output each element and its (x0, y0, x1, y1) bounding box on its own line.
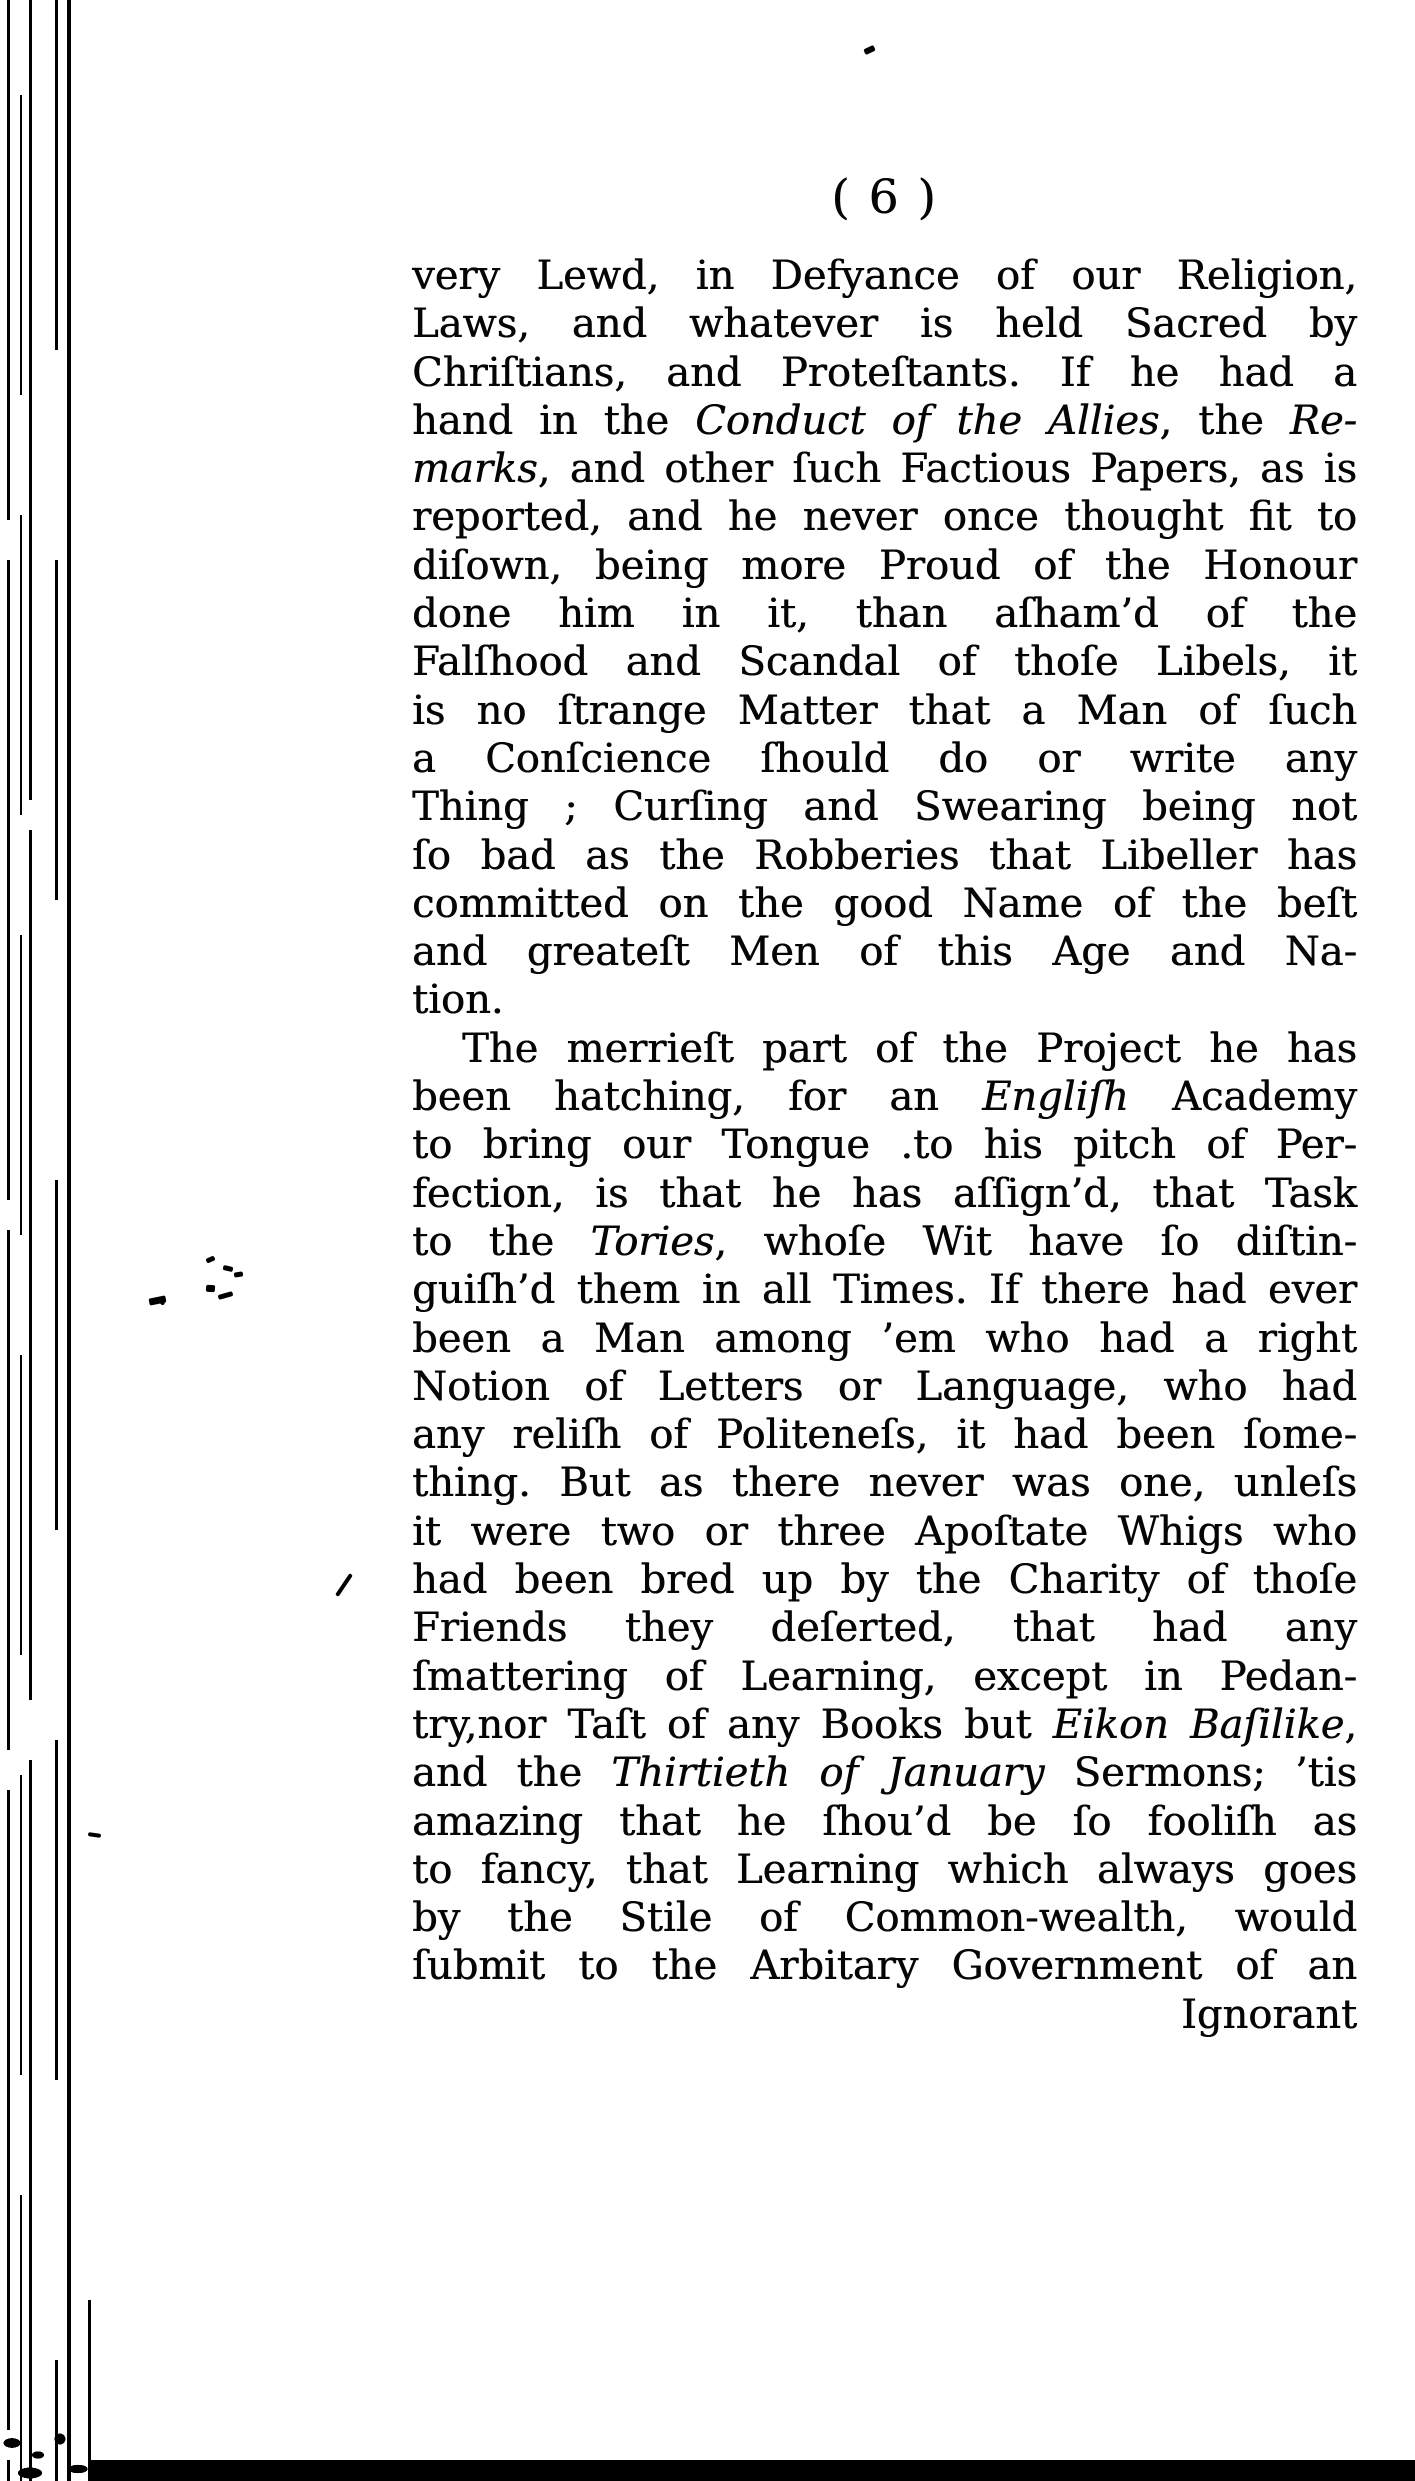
text-line (412, 1266, 1357, 1314)
text-segment: diſown, being more Proud of the Honour (412, 542, 1357, 589)
text-segment: it were two or three Apoſtate Whigs who (412, 1508, 1357, 1555)
text-segment: is no ſtrange Matter that a Man of ſuch (412, 687, 1357, 734)
text-segment: Ignorant (1180, 1991, 1357, 2038)
text-segment: Academy (1128, 1074, 1357, 1121)
text-line (412, 928, 1357, 976)
text-line (412, 493, 1357, 541)
text-line (412, 687, 1357, 735)
scan-artifact-corner-speckles (0, 2425, 100, 2481)
text-line (412, 1073, 1357, 1121)
italic-text-segment: Eikon Baſilike (1052, 1701, 1345, 1748)
text-line (412, 1653, 1357, 1701)
text-line (412, 590, 1357, 638)
text-line (412, 349, 1357, 397)
italic-text-segment: Tories (590, 1218, 715, 1265)
text-line (412, 1121, 1357, 1169)
text-segment: , and other ſuch Factious Papers, as is (537, 446, 1357, 493)
text-segment: had been bred up by the Charity of thoſe (412, 1557, 1357, 1604)
text-line (412, 1459, 1357, 1507)
scan-artifact-binding-line (55, 0, 58, 2481)
ink-speck (234, 1271, 244, 1277)
text-segment: Laws, and whatever is held Sacred by (412, 301, 1357, 348)
text-segment: Thing ; Curſing and Swearing being not (412, 784, 1357, 831)
text-line (412, 1170, 1357, 1218)
text-line (412, 1604, 1357, 1652)
text-segment: reported, and he never once thought fit to (412, 494, 1357, 541)
text-line (412, 397, 1357, 445)
text-line (412, 1315, 1357, 1363)
text-segment: thing. But as there never was one, unleſs (412, 1460, 1357, 1507)
catchword (412, 1991, 1357, 2039)
text-segment: very Lewd, in Defyance of our Religion, (412, 253, 1357, 299)
text-line (412, 1894, 1357, 1942)
italic-text-segment: Re- (1289, 397, 1358, 444)
ink-speck (863, 45, 876, 55)
italic-text-segment: marks (412, 446, 538, 493)
text-segment: and the (412, 1750, 612, 1797)
text-segment: and greateſt Men of this Age and Na- (412, 929, 1357, 976)
text-segment: , whoſe Wit have ſo diſtin- (714, 1218, 1358, 1265)
scan-artifact-binding-line (67, 0, 71, 2481)
page-number: ( 6 ) (831, 170, 938, 225)
text-segment: a Conſcience ſhould do or write any (412, 735, 1357, 782)
text-segment: try,nor Taſt of any Books but (412, 1701, 1053, 1748)
text-segment: by the Stile of Common-wealth, would (412, 1895, 1357, 1942)
text-line (412, 880, 1357, 928)
text-segment: guiſh’d them in all Times. If there had ever (412, 1267, 1357, 1314)
italic-text-segment: Conduct of the Allies (695, 397, 1160, 444)
text-segment: amazing that he ſhou’d be ſo fooliſh as (412, 1798, 1357, 1845)
text-line (412, 445, 1357, 493)
text-line (412, 1942, 1357, 1990)
text-segment: done him in it, than aſham’d of the (412, 591, 1357, 638)
ink-speck (205, 1255, 215, 1263)
text-line (412, 1363, 1357, 1411)
text-line (412, 1846, 1357, 1894)
text-segment: to the (412, 1218, 591, 1265)
text-line (412, 1798, 1357, 1846)
body-text (412, 252, 1357, 2039)
text-segment: Sermons; ’tis (1044, 1750, 1358, 1797)
text-segment: committed on the good Name of the beſt (412, 880, 1357, 927)
scan-artifact-binding-line (7, 0, 10, 2481)
text-line (412, 1701, 1357, 1749)
text-line (412, 252, 1357, 300)
text-segment: to fancy, that Learning which always goes (412, 1846, 1357, 1893)
text-line (412, 1025, 1357, 1073)
text-segment: hand in the (412, 397, 696, 444)
ink-speck (206, 1285, 215, 1293)
ink-speck (88, 1832, 101, 1838)
text-line (412, 1556, 1357, 1604)
text-segment: The merrieſt part of the Project he has (462, 1025, 1357, 1072)
text-line (412, 542, 1357, 590)
scan-artifact-binding-line (20, 95, 22, 2481)
ink-speck (218, 1291, 234, 1300)
text-line (412, 300, 1357, 348)
italic-text-segment: Thirtieth of January (611, 1750, 1045, 1797)
scan-artifact-bottom-bar (88, 2460, 1415, 2481)
text-line (412, 1411, 1357, 1459)
text-segment: ſmattering of Learning, except in Pedan- (412, 1653, 1357, 1700)
ink-mark-backslash (335, 1573, 353, 1597)
text-line (412, 832, 1357, 880)
text-segment: fection, is that he has aſſign’d, that Task (412, 1170, 1357, 1217)
text-segment: to bring our Tongue .to his pitch of Per- (412, 1122, 1357, 1169)
text-segment: ſubmit to the Arbitary Government of an (412, 1943, 1357, 1990)
text-segment: , the (1159, 397, 1290, 444)
text-line (412, 1508, 1357, 1556)
text-line (412, 735, 1357, 783)
text-line (412, 1218, 1357, 1266)
text-segment: been a Man among ’em who had a right (412, 1315, 1357, 1362)
text-segment: , (1344, 1701, 1358, 1748)
text-segment: tion. (412, 977, 504, 1024)
text-segment: Friends they deſerted, that had any (412, 1605, 1357, 1652)
text-line (412, 783, 1357, 831)
text-segment: ſo bad as the Robberies that Libeller has (412, 832, 1357, 879)
text-segment: any reliſh of Politeneſs, it had been ſome- (412, 1412, 1357, 1459)
text-line (412, 976, 1357, 1024)
text-line (412, 638, 1357, 686)
text-segment: Falſhood and Scandal of thoſe Libels, it (412, 639, 1357, 686)
text-segment: Notion of Letters or Language, who had (412, 1363, 1357, 1410)
ink-speck (223, 1265, 234, 1272)
text-line (412, 1749, 1357, 1797)
scan-artifact-binding-line (29, 0, 32, 2481)
text-segment: Chriſtians, and Proteſtants. If he had a (412, 349, 1357, 396)
italic-text-segment: Engliſh (982, 1074, 1129, 1121)
text-segment: been hatching, for an (412, 1074, 983, 1121)
